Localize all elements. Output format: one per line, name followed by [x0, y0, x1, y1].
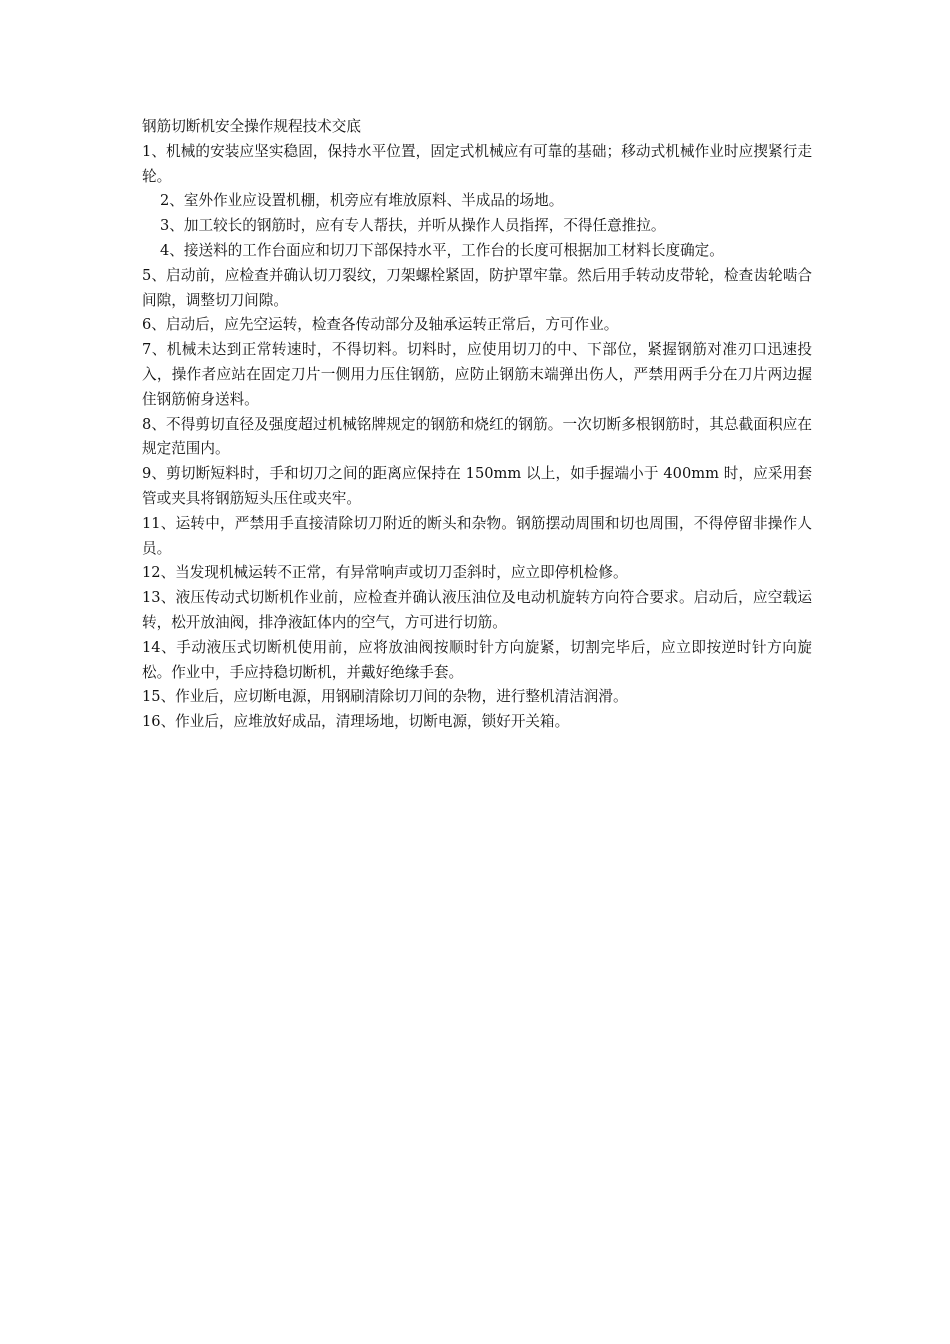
paragraph-14: 14、手动液压式切断机使用前，应将放油阀按顺时针方向旋紧，切割完毕后，应立即按逆时针方向旋松。作业中，手应持稳切断机，并戴好绝缘手套。: [142, 638, 812, 681]
paragraph-9: 9、剪切断短料时，手和切刀之间的距离应保持在 150mm 以上，如手握端小于 400mm 时，应采用套管或夹具将钢筋短头压住或夹牢。: [142, 465, 812, 507]
paragraph-4: 4、接送料的工作台面应和切刀下部保持水平，工作台的长度可根据加工材料长度确定。: [160, 241, 724, 259]
paragraph-12: 12、当发现机械运转不正常，有异常响声或切刀歪斜时，应立即停机检修。: [142, 564, 628, 582]
document-title: 钢筋切断机安全操作规程技术交底: [142, 118, 361, 135]
paragraph-1: 1、机械的安装应坚实稳固，保持水平位置，固定式机械应有可靠的基础；移动式机械作业时应揳紧行走轮。: [142, 142, 812, 185]
paragraph-15: 15、作业后，应切断电源，用钢刷清除切刀间的杂物，进行整机清洁润滑。: [142, 688, 628, 706]
paragraph-11: 11、运转中，严禁用手直接清除切刀附近的断头和杂物。钢筋摆动周围和切也周围，不得停留非操作人员。: [142, 514, 812, 557]
paragraph-13: 13、液压传动式切断机作业前，应检查并确认液压油位及电动机旋转方向符合要求。启动后，应空载运转，松开放油阀，排净液缸体内的空气，方可进行切筋。: [142, 589, 812, 631]
paragraph-7: 7、机械未达到正常转速时，不得切料。切料时，应使用切刀的中、下部位，紧握钢筋对准刃口迅速投入，操作者应站在固定刀片一侧用力压住钢筋，应防止钢筋末端弹出伤人，严禁用两手分在刀片两边握住钢筋俯身送料。: [142, 341, 812, 408]
paragraph-5: 5、启动前，应检查并确认切刀裂纹，刀架螺栓紧固，防护罩牢靠。然后用手转动皮带轮，检查齿轮啮合间隙，调整切刀间隙。: [142, 266, 812, 309]
document-body: [142, 115, 812, 735]
paragraph-8: 8、不得剪切直径及强度超过机械铭牌规定的钢筋和烧红的钢筋。一次切断多根钢筋时，其总截面积应在规定范围内。: [142, 415, 812, 458]
paragraph-2: 2、室外作业应设置机棚，机旁应有堆放原料、半成品的场地。: [160, 192, 564, 210]
paragraph-3: 3、加工较长的钢筋时，应有专人帮扶，并听从操作人员指挥，不得任意推拉。: [160, 217, 666, 235]
paragraph-16: 16、作业后，应堆放好成品，清理场地，切断电源，锁好开关箱。: [142, 713, 570, 731]
paragraph-6: 6、启动后，应先空运转，检查各传动部分及轴承运转正常后，方可作业。: [142, 316, 619, 334]
